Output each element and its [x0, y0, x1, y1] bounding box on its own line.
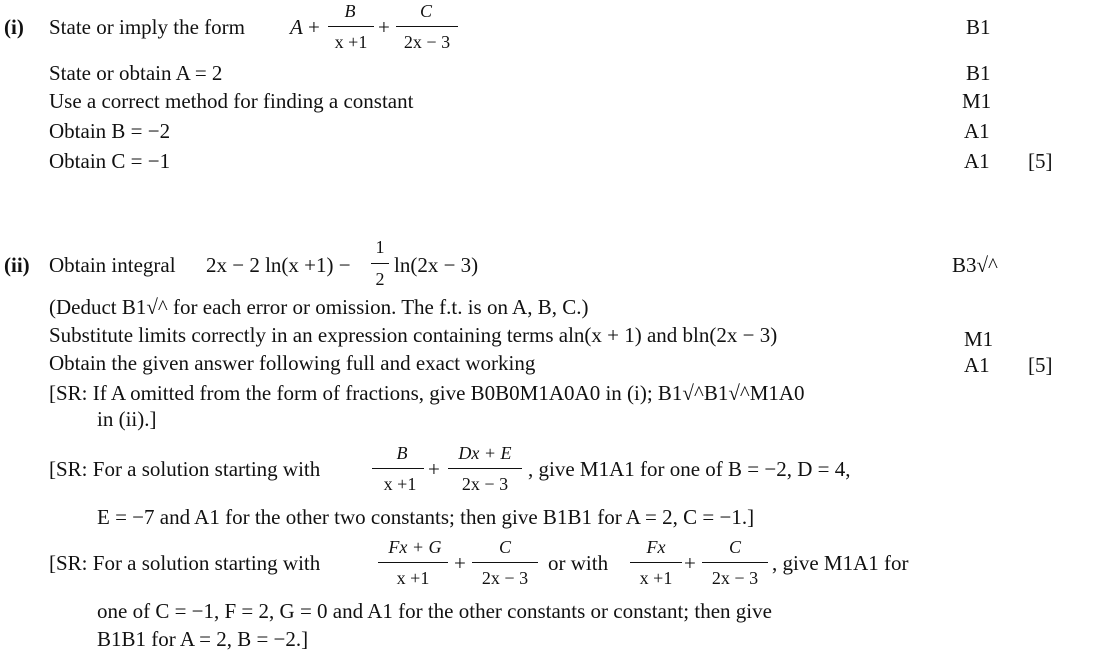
total-ii: [5]: [1028, 353, 1053, 377]
form-den-2: 2x − 3: [403, 32, 451, 52]
sr3-prefix: [SR: For a solution starting with: [49, 551, 321, 575]
sr3-line2: one of C = −1, F = 2, G = 0 and A1 for the other constants or constant; then give: [97, 599, 772, 623]
integral-expr-right: ln(2x − 3): [394, 253, 479, 277]
sr2-line2: E = −7 and A1 for the other two constants; then give B1B1 for A = 2, C = −1.]: [97, 505, 755, 529]
sr3-num2: C: [498, 537, 511, 557]
deduct-note: (Deduct B1√^ for each error or omission. The f.t. is on A, B, C.): [49, 295, 589, 319]
form-A: A: [290, 15, 303, 39]
part-i-line5: Obtain C = −1: [49, 149, 171, 173]
sr3-line3: B1B1 for A = 2, B = −2.]: [97, 627, 309, 651]
sr3-den4: 2x − 3: [711, 568, 759, 588]
integral-frac-bar: [371, 263, 389, 264]
mark-ii-3: A1: [964, 353, 990, 377]
form-bar-2: [396, 26, 458, 27]
sr3-num3: Fx: [646, 537, 666, 557]
part-ii-label: (ii): [4, 253, 30, 277]
part-i-line4: Obtain B = −2: [49, 119, 171, 143]
mark-i-5: A1: [964, 149, 990, 173]
sr3-bar3: [630, 562, 682, 563]
sr2-prefix: [SR: For a solution starting with: [49, 457, 321, 481]
integral-frac-den: 2: [375, 269, 385, 289]
sr3-suffix: , give M1A1 for: [772, 551, 909, 575]
sr2-bar1: [372, 468, 424, 469]
sr3-num4: C: [728, 537, 741, 557]
sr2-den2: 2x − 3: [461, 474, 509, 494]
sr3-den3: x +1: [639, 568, 673, 588]
form-plus-2: +: [378, 15, 390, 39]
sr3-bar4: [702, 562, 768, 563]
mark-ii-2: M1: [964, 327, 994, 351]
sr3-den2: 2x − 3: [481, 568, 529, 588]
mark-ii-1: B3√^: [952, 253, 998, 277]
part-i-line2: State or obtain A = 2: [49, 61, 223, 85]
integral-expr-left: 2x − 2 ln(x +1) −: [206, 253, 351, 277]
form-den-1: x +1: [334, 32, 368, 52]
part-i-line3: Use a correct method for finding a constant: [49, 89, 414, 113]
sr2-num2: Dx + E: [458, 443, 512, 463]
sr3-plus-2: +: [684, 551, 696, 575]
total-i: [5]: [1028, 149, 1053, 173]
sr2-suffix: , give M1A1 for one of B = −2, D = 4,: [528, 457, 851, 481]
integral-frac-num: 1: [375, 237, 385, 257]
sr3-bar2: [472, 562, 538, 563]
sr3-plus-1: +: [454, 551, 466, 575]
mark-i-1: B1: [966, 15, 991, 39]
obtain-answer-line: Obtain the given answer following full and exact working: [49, 351, 536, 375]
part-ii-line1-text: Obtain integral: [49, 253, 176, 277]
substitute-line: Substitute limits correctly in an expression containing terms aln(x + 1) and bln(2x − 3): [49, 323, 778, 347]
sr2-num1: B: [396, 443, 408, 463]
form-bar-1: [328, 26, 374, 27]
sr2-den1: x +1: [383, 474, 417, 494]
form-num-C: C: [419, 1, 432, 21]
mark-i-3: M1: [962, 89, 992, 113]
sr3-or-with: or with: [548, 551, 609, 575]
form-num-B: B: [344, 1, 356, 21]
form-plus-1: +: [308, 15, 320, 39]
part-i-label: (i): [4, 15, 24, 39]
sr2-bar2: [448, 468, 522, 469]
sr3-num1: Fx + G: [388, 537, 442, 557]
sr1-line1: [SR: If A omitted from the form of fractions, give B0B0M1A0A0 in (i); B1√^B1√^M1A0: [49, 381, 805, 405]
part-i-line1-text: State or imply the form: [49, 15, 245, 39]
sr2-plus: +: [428, 457, 440, 481]
sr1-line2: in (ii).]: [97, 407, 157, 431]
mark-i-2: B1: [966, 61, 991, 85]
sr3-den1: x +1: [396, 568, 430, 588]
mark-i-4: A1: [964, 119, 990, 143]
sr3-bar1: [378, 562, 448, 563]
